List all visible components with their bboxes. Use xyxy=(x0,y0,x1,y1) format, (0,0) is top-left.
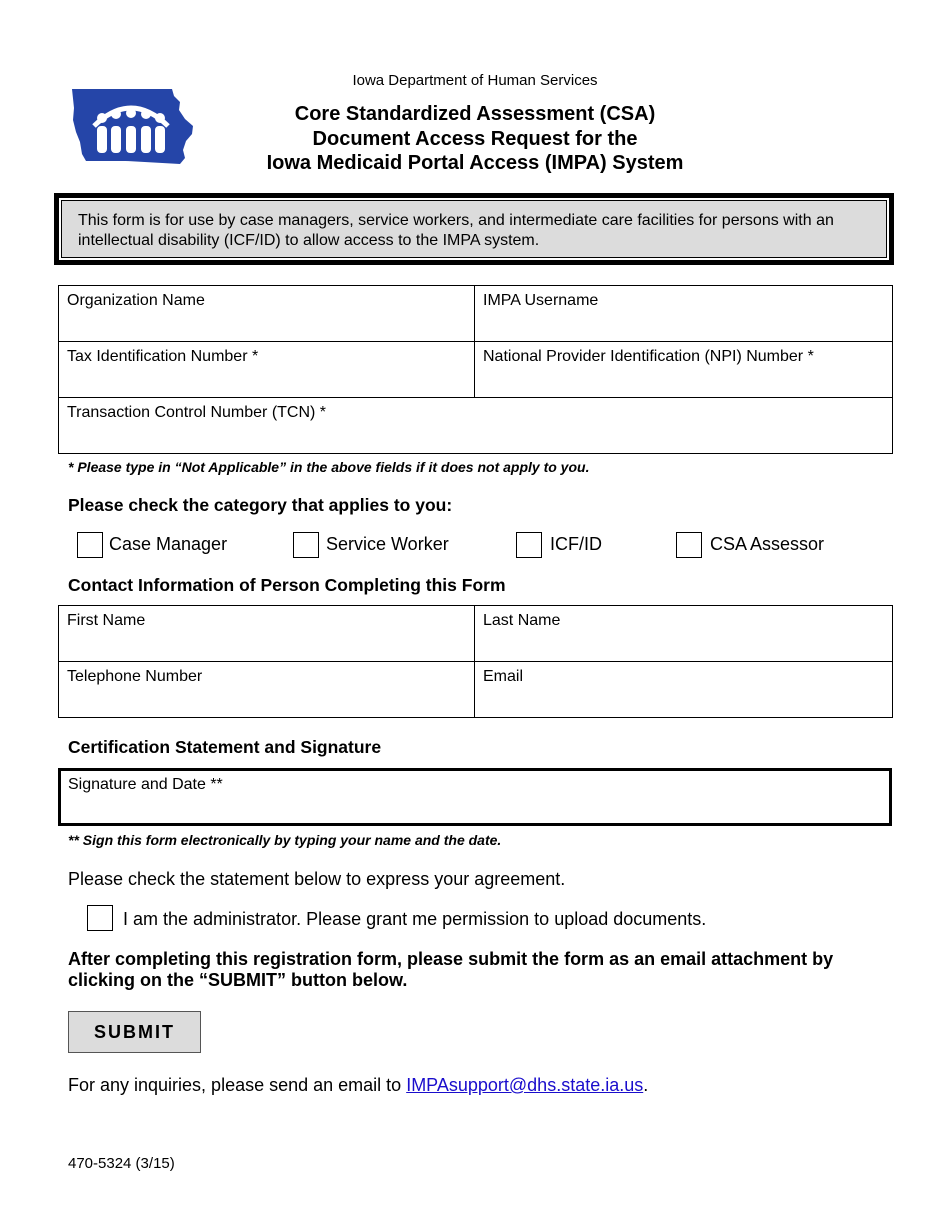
signature-field[interactable]: Signature and Date ** xyxy=(58,768,892,826)
service-worker-label: Service Worker xyxy=(326,534,449,554)
icf-id-label: ICF/ID xyxy=(550,534,602,554)
notice-box xyxy=(54,193,894,265)
service-worker-checkbox[interactable] xyxy=(293,532,319,558)
first-name-field[interactable]: First Name xyxy=(59,606,475,662)
contact-heading: Contact Information of Person Completing this Form xyxy=(68,575,506,595)
notice-text: This form is for use by case managers, service workers, and intermediate care facilities for persons with an intellectual disability (ICF/ID) to allow access to the IMPA system. xyxy=(61,200,887,258)
organization-table xyxy=(58,285,893,454)
form-title xyxy=(200,102,750,176)
agreement-prompt: Please check the statement below to express your agreement. xyxy=(68,869,566,889)
category-options xyxy=(0,531,950,561)
administrator-statement: I am the administrator. Please grant me permission to upload documents. xyxy=(123,909,707,929)
title-line-3: Iowa Medicaid Portal Access (IMPA) System xyxy=(266,152,684,174)
case-manager-label: Case Manager xyxy=(109,534,228,554)
icf-id-checkbox[interactable] xyxy=(516,532,542,558)
submit-instructions: After completing this registration form, please submit the form as an email attachment by clicking on the “SUBMIT” button below. xyxy=(68,949,834,990)
last-name-field[interactable]: Last Name xyxy=(475,606,893,662)
telephone-field[interactable]: Telephone Number xyxy=(59,662,475,718)
signature-note: ** Sign this form electronically by typing your name and the date. xyxy=(68,832,502,848)
tax-id-field[interactable]: Tax Identification Number * xyxy=(59,342,475,398)
iowa-dhs-logo xyxy=(68,86,194,166)
inquiries-suffix: . xyxy=(643,1075,649,1095)
submit-button[interactable]: SUBMIT xyxy=(68,1011,201,1053)
csa-assessor-checkbox[interactable] xyxy=(676,532,702,558)
category-heading: Please check the category that applies to you: xyxy=(68,495,453,515)
organization-name-field[interactable]: Organization Name xyxy=(59,286,475,342)
certification-heading: Certification Statement and Signature xyxy=(68,737,382,757)
inquiries-line xyxy=(68,1075,648,1096)
email-field[interactable]: Email xyxy=(475,662,893,718)
inquiries-prefix: For any inquiries, please send an email to xyxy=(68,1075,407,1095)
npi-field[interactable]: National Provider Identification (NPI) Number * xyxy=(475,342,893,398)
csa-assessor-label: CSA Assessor xyxy=(710,534,825,554)
contact-table xyxy=(58,605,893,718)
department-name: Iowa Department of Human Services xyxy=(352,72,598,89)
case-manager-checkbox[interactable] xyxy=(77,532,103,558)
not-applicable-note: * Please type in “Not Applicable” in the above fields if it does not apply to you. xyxy=(68,459,590,475)
support-email-link[interactable]: IMPAsupport@dhs.state.ia.us xyxy=(406,1075,644,1095)
title-line-2: Document Access Request for the xyxy=(312,127,638,150)
submit-container xyxy=(68,1011,201,1053)
administrator-checkbox[interactable] xyxy=(87,905,113,931)
title-line-1: Core Standardized Assessment (CSA) xyxy=(294,103,656,125)
impa-username-field[interactable]: IMPA Username xyxy=(475,286,893,342)
form-number: 470-5324 (3/15) xyxy=(68,1155,175,1172)
tcn-field[interactable]: Transaction Control Number (TCN) * xyxy=(59,398,893,454)
